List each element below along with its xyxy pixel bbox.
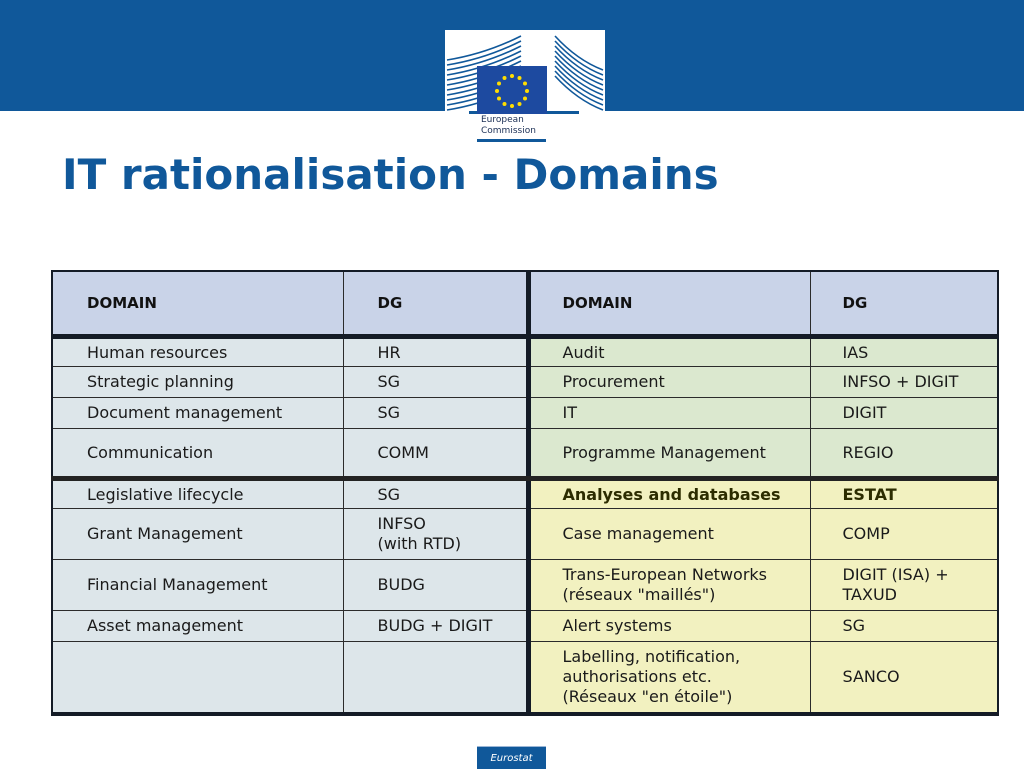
dg-cell — [343, 509, 528, 560]
table-row — [52, 429, 998, 479]
dg-line: TAXUD — [842, 585, 897, 604]
table-row — [52, 642, 998, 714]
dg-cell: IAS — [810, 337, 998, 367]
header-dg-1: DG — [343, 271, 528, 337]
dg-cell — [810, 560, 998, 611]
eu-commission-logo-icon — [445, 30, 605, 116]
domain-line: authorisations etc. — [562, 666, 712, 686]
table-row — [52, 479, 998, 509]
domain-cell: Audit — [528, 337, 810, 367]
domain-cell: Legislative lifecycle — [52, 479, 343, 509]
domains-table — [51, 270, 999, 716]
table-row — [52, 398, 998, 429]
domain-cell: Strategic planning — [52, 367, 343, 398]
domain-cell: Grant Management — [52, 509, 343, 560]
domain-cell — [528, 560, 810, 611]
dg-cell: SG — [810, 611, 998, 642]
dg-cell: COMM — [343, 429, 528, 479]
table-row — [52, 509, 998, 560]
domain-cell: IT — [528, 398, 810, 429]
domain-cell: Programme Management — [528, 429, 810, 479]
domain-line: (Réseaux "en étoile") — [562, 686, 733, 706]
dg-line: INFSO — [377, 514, 426, 533]
domain-cell: Alert systems — [528, 611, 810, 642]
dg-cell — [343, 642, 528, 714]
dg-line: DIGIT (ISA) + — [842, 565, 949, 584]
header-domain-2: DOMAIN — [528, 271, 810, 337]
table-row — [52, 560, 998, 611]
dg-cell: BUDG — [343, 560, 528, 611]
table-header-row — [52, 271, 998, 337]
logo-line-european: European — [481, 115, 524, 125]
slide-title: IT rationalisation - Domains — [62, 150, 719, 199]
domain-line: Labelling, notification, — [562, 646, 741, 666]
dg-line: (with RTD) — [377, 534, 462, 553]
domain-line: (réseaux "maillés") — [562, 585, 716, 604]
domain-cell: Asset management — [52, 611, 343, 642]
domain-cell: Procurement — [528, 367, 810, 398]
domain-cell: Communication — [52, 429, 343, 479]
domain-cell: Case management — [528, 509, 810, 560]
dg-cell: COMP — [810, 509, 998, 560]
logo-underline — [477, 139, 546, 142]
header-domain-1: DOMAIN — [52, 271, 343, 337]
dg-cell-highlight: ESTAT — [810, 479, 998, 509]
logo-line-commission: Commission — [481, 126, 536, 136]
domain-line: Trans-European Networks — [562, 565, 767, 584]
dg-cell: REGIO — [810, 429, 998, 479]
domain-cell: Document management — [52, 398, 343, 429]
dg-cell: BUDG + DIGIT — [343, 611, 528, 642]
dg-cell: SANCO — [810, 642, 998, 714]
domain-cell — [528, 642, 810, 714]
dg-cell: DIGIT — [810, 398, 998, 429]
table-row — [52, 611, 998, 642]
dg-cell: SG — [343, 479, 528, 509]
domain-cell: Financial Management — [52, 560, 343, 611]
domain-cell-highlight: Analyses and databases — [528, 479, 810, 509]
dg-cell: SG — [343, 367, 528, 398]
logo-caption — [481, 115, 536, 137]
dg-cell: INFSO + DIGIT — [810, 367, 998, 398]
table-row — [52, 367, 998, 398]
dg-cell: HR — [343, 337, 528, 367]
table-row — [52, 337, 998, 367]
domain-cell — [52, 642, 343, 714]
dg-cell: SG — [343, 398, 528, 429]
domain-cell: Human resources — [52, 337, 343, 367]
header-dg-2: DG — [810, 271, 998, 337]
eurostat-badge: Eurostat — [477, 746, 546, 769]
